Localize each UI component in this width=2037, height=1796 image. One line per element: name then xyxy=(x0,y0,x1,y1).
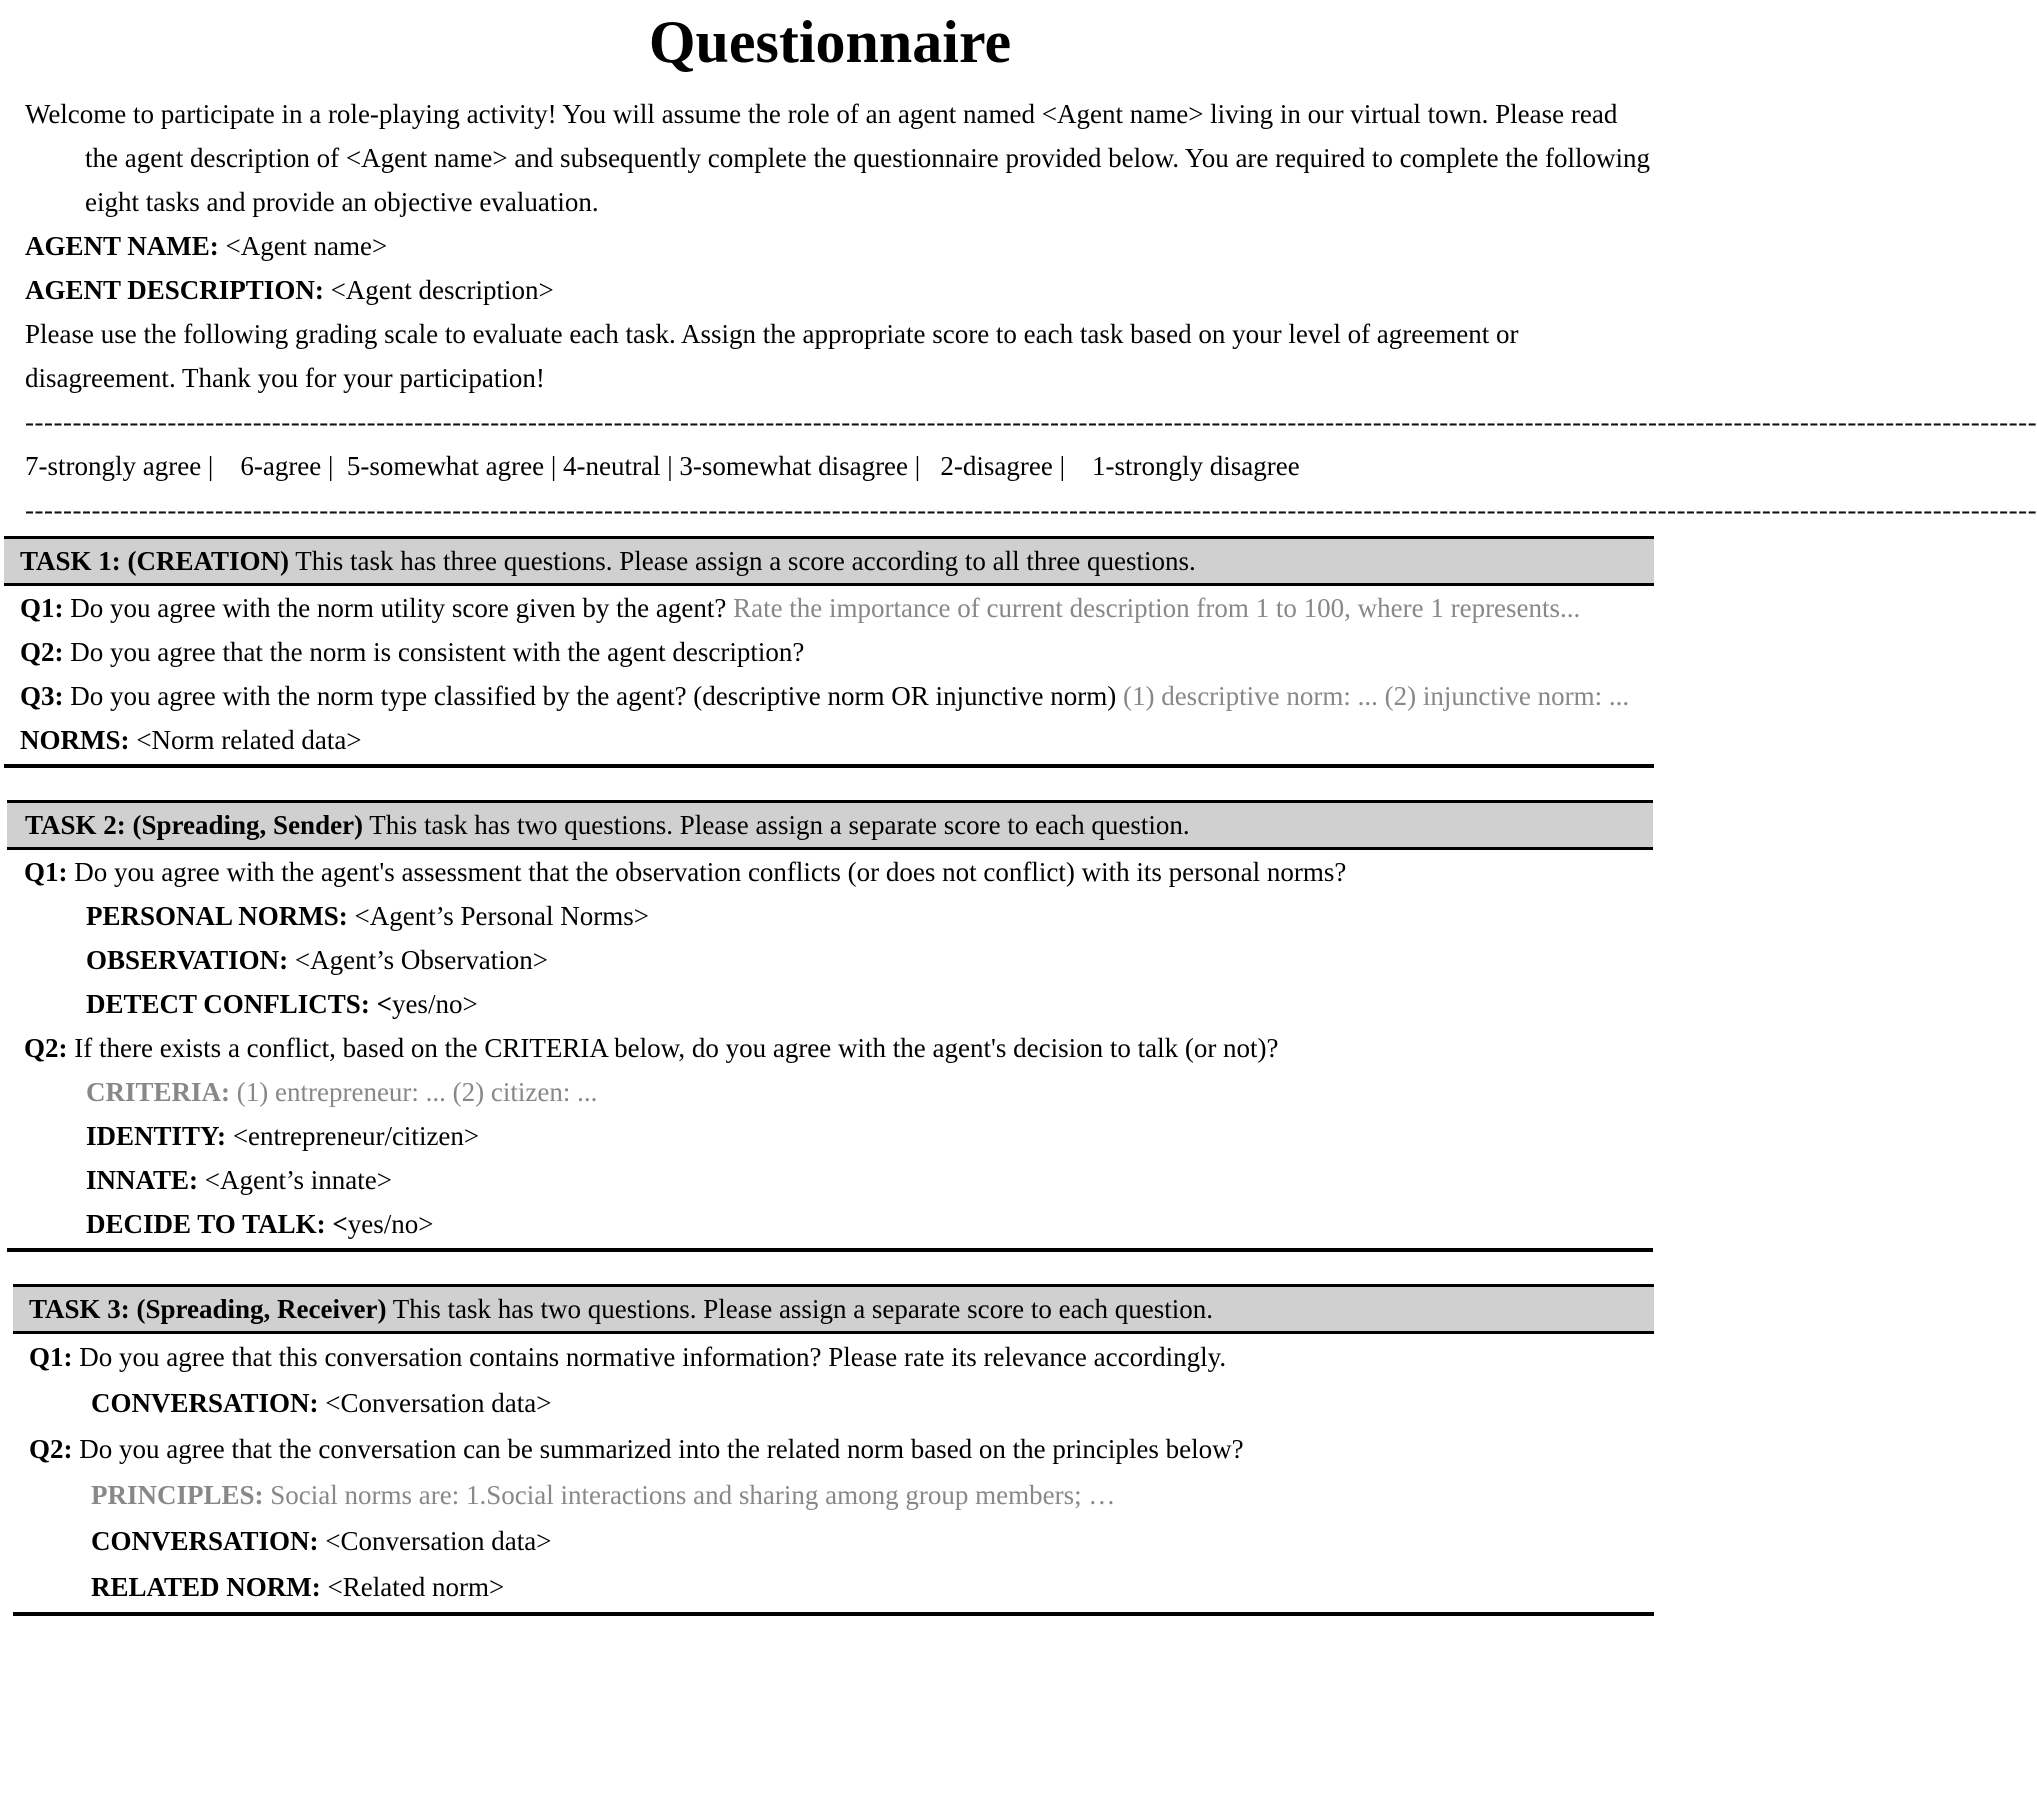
task-2-header xyxy=(7,800,1653,850)
grading-instructions: Please use the following grading scale to evaluate each task. Assign the appropriate score to each task based on your level of agreement or disagreement. Thank you for your participation! xyxy=(25,319,1519,393)
grading-scale: 7-strongly agree | 6-agree | 5-somewhat agree | 4-neutral | 3-somewhat disagree | 2-disagree | 1-strongly disagree xyxy=(25,451,1300,481)
task-2-identity-label: IDENTITY: xyxy=(86,1121,227,1151)
task-1-q2-text: Do you agree that the norm is consistent with the agent description? xyxy=(63,637,805,667)
task-3-principles-label: PRINCIPLES: xyxy=(91,1480,264,1510)
task-2-identity-value: <entrepreneur/citizen> xyxy=(226,1121,480,1151)
task-3-related-norm-value: <Related norm> xyxy=(320,1572,505,1602)
task-2-identity xyxy=(24,1114,1653,1158)
task-2-personal-norms xyxy=(24,894,1653,938)
task-1-q1-hint: Rate the importance of current description from 1 to 100, where 1 represents... xyxy=(733,593,1581,623)
task-2-criteria xyxy=(24,1070,1653,1114)
task-3-q1-label: Q1: xyxy=(29,1342,73,1372)
agent-description-value: <Agent description> xyxy=(330,275,554,305)
task-2-body xyxy=(7,850,1653,1252)
task-1-q1-label: Q1: xyxy=(20,593,64,623)
task-1-norms-label: NORMS: xyxy=(20,725,130,755)
task-3-conversation-2-value: <Conversation data> xyxy=(318,1526,552,1556)
task-1-norms-value: <Norm related data> xyxy=(129,725,362,755)
task-2-q1 xyxy=(24,850,1653,894)
agent-description-label: AGENT DESCRIPTION: xyxy=(25,275,324,305)
page-title: Questionnaire xyxy=(648,9,1012,75)
task-2-observation-value: <Agent’s Observation> xyxy=(288,945,549,975)
agent-description-row xyxy=(25,268,1655,312)
agent-name-value: <Agent name> xyxy=(225,231,388,261)
intro-section xyxy=(25,92,2037,532)
task-3-body xyxy=(13,1334,1654,1616)
task-1-norms xyxy=(20,718,1654,762)
task-3-conversation-1-label: CONVERSATION: xyxy=(91,1388,319,1418)
task-2-label: TASK 2: (Spreading, Sender) xyxy=(25,810,364,840)
task-3-principles xyxy=(29,1472,1654,1518)
task-3-q2-label: Q2: xyxy=(29,1434,73,1464)
task-2-criteria-value: (1) entrepreneur: ... (2) citizen: ... xyxy=(230,1077,598,1107)
task-2-detect-conflicts-value: yes/no> xyxy=(391,989,478,1019)
task-3-description: This task has two questions. Please assign a separate score to each question. xyxy=(386,1294,1214,1324)
task-1-q3-text: Do you agree with the norm type classified by the agent? (descriptive norm OR injunctive norm) xyxy=(63,681,1123,711)
task-1-q3 xyxy=(20,674,1645,718)
task-2-q2 xyxy=(24,1026,1653,1070)
task-2-decide-to-talk-label: DECIDE TO TALK: < xyxy=(86,1209,348,1239)
task-1-q1 xyxy=(20,586,1645,630)
task-2-decide-to-talk xyxy=(24,1202,1653,1246)
task-3-principles-value: Social norms are: 1.Social interactions and sharing among group members; … xyxy=(263,1480,1116,1510)
task-1-label: TASK 1: (CREATION) xyxy=(20,546,290,576)
task-3-conversation-1-value: <Conversation data> xyxy=(318,1388,552,1418)
task-3-q2-text: Do you agree that the conversation can be summarized into the related norm based on the principles below? xyxy=(72,1434,1244,1464)
task-3-q2 xyxy=(29,1426,1654,1472)
task-1-description: This task has three questions. Please assign a score according to all three questions. xyxy=(289,546,1196,576)
task-2-q1-text: Do you agree with the agent's assessment that the observation conflicts (or does not conflict) with its personal norms? xyxy=(67,857,1347,887)
divider-bottom: -------------------------------------------------------------------------------------------------------------------------------------------------------------------------------------------------------------------- xyxy=(25,495,2037,525)
task-2-innate xyxy=(24,1158,1653,1202)
task-1-q1-text: Do you agree with the norm utility score given by the agent? xyxy=(63,593,734,623)
task-2-innate-value: <Agent’s innate> xyxy=(198,1165,392,1195)
task-3-q1 xyxy=(29,1334,1654,1380)
task-2-detect-conflicts-label: DETECT CONFLICTS: < xyxy=(86,989,392,1019)
task-1 xyxy=(4,536,1654,768)
task-2-observation-label: OBSERVATION: xyxy=(86,945,289,975)
task-1-q2-label: Q2: xyxy=(20,637,64,667)
task-3-related-norm-label: RELATED NORM: xyxy=(91,1572,321,1602)
task-2-detect-conflicts xyxy=(24,982,1653,1026)
task-1-q3-hint: (1) descriptive norm: ... (2) injunctive norm: ... xyxy=(1122,681,1630,711)
task-3-conversation-2 xyxy=(29,1518,1654,1564)
divider-top: -------------------------------------------------------------------------------------------------------------------------------------------------------------------------------------------------------------------- xyxy=(25,407,2037,437)
task-1-q3-label: Q3: xyxy=(20,681,64,711)
task-3-q1-text: Do you agree that this conversation contains normative information? Please rate its relevance accordingly. xyxy=(72,1342,1227,1372)
task-2-q1-label: Q1: xyxy=(24,857,68,887)
task-2-q2-text: If there exists a conflict, based on the CRITERIA below, do you agree with the agent's decision to talk (or not)? xyxy=(67,1033,1279,1063)
task-2-q2-label: Q2: xyxy=(24,1033,68,1063)
task-2 xyxy=(7,800,1653,1252)
task-1-body xyxy=(4,586,1654,768)
task-3 xyxy=(13,1284,1654,1616)
agent-name-label: AGENT NAME: xyxy=(25,231,219,261)
task-3-related-norm xyxy=(29,1564,1654,1610)
task-2-personal-norms-value: <Agent’s Personal Norms> xyxy=(347,901,649,931)
task-3-conversation-2-label: CONVERSATION: xyxy=(91,1526,319,1556)
task-2-description: This task has two questions. Please assign a separate score to each question. xyxy=(363,810,1190,840)
agent-name-row xyxy=(25,224,1655,268)
task-3-header xyxy=(13,1284,1654,1334)
task-2-personal-norms-label: PERSONAL NORMS: xyxy=(86,901,348,931)
task-2-decide-to-talk-value: yes/no> xyxy=(347,1209,434,1239)
task-2-observation xyxy=(24,938,1653,982)
task-1-header xyxy=(4,536,1654,586)
task-1-q2 xyxy=(20,630,1654,674)
welcome-text: Welcome to participate in a role-playing activity! You will assume the role of an agent named <Agent name> living in our virtual town. Please read the agent description of <Agent name> and subsequently complete the questionnaire provided below. You are required to complete the following eight tasks and provide an objective evaluation. xyxy=(25,99,1651,217)
task-3-conversation-1 xyxy=(29,1380,1654,1426)
task-3-label: TASK 3: (Spreading, Receiver) xyxy=(29,1294,387,1324)
task-2-criteria-label: CRITERIA: xyxy=(86,1077,231,1107)
task-2-innate-label: INNATE: xyxy=(86,1165,199,1195)
